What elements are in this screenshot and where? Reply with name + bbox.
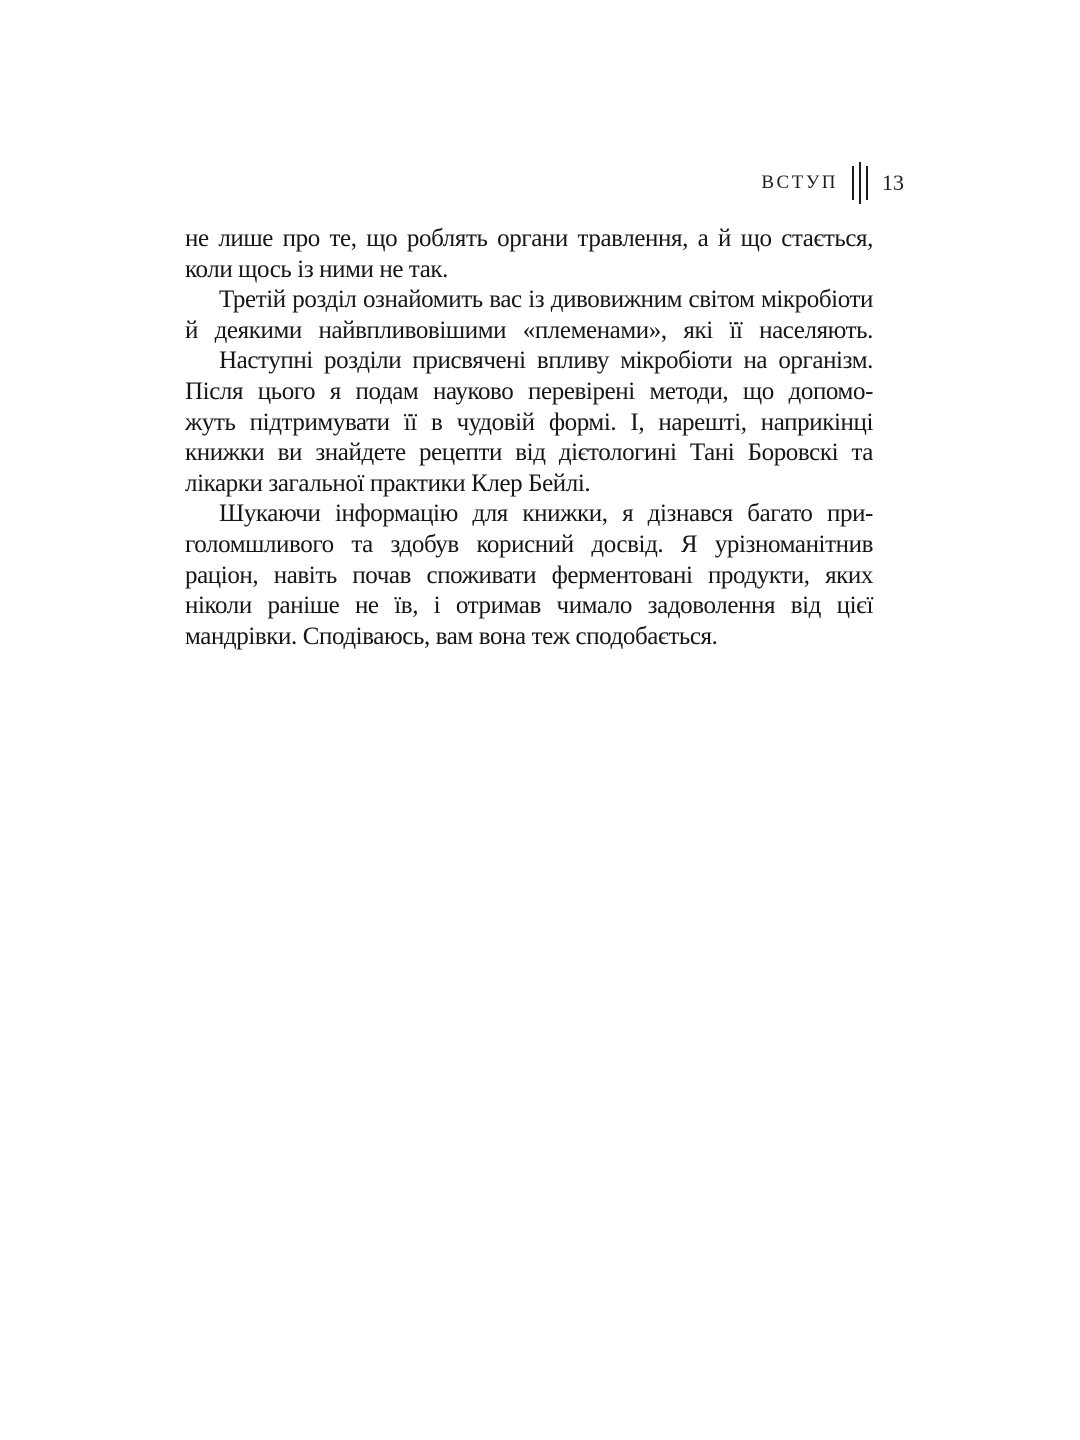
text-line: книжки ви знайдете рецепти від дієтологині Тані Боровскі та [185,439,873,467]
triple-vertical-bars-icon [852,162,868,204]
text-line: голомшливого та здобув корисний досвід. Я урізноманітнив [185,530,873,558]
text-line: не лише про те, що роблять органи травлення, а й що стається, [185,225,873,252]
divider-bar [859,162,861,204]
text-line: Після цього я подам науково перевірені методи, що допомо- [185,377,873,405]
text-line: коли щось із ними не так. [185,255,448,283]
text-line: раціон, навіть почав споживати ферментовані продукти, яких [185,561,873,589]
text-line: й деякими найвпливовішими «племенами», які її населяють. [185,316,873,344]
divider-bar [852,166,854,200]
text-line: Шукаючи інформацію для книжки, я дізнався багато при- [219,500,873,528]
text-line: Третій розділ ознайомить вас із дивовижним світом мікробіоти [219,286,873,314]
body-text [185,224,873,652]
text-line: Наступні розділи присвячені впливу мікробіоти на організм. [219,347,873,375]
page-number: 13 [882,170,904,195]
text-line: ніколи раніше не їв, і отримав чимало задоволення від цієї [185,592,873,620]
text-line: жуть підтримувати її в чудовій формі. І, нарешті, наприкінці [185,408,873,436]
text-line: лікарки загальної практики Клер Бейлі. [185,469,591,497]
text-line: мандрівки. Сподіваюсь, вам вона теж сподобається. [185,622,718,650]
running-head [761,162,904,204]
section-title: ВСТУП [761,172,838,193]
